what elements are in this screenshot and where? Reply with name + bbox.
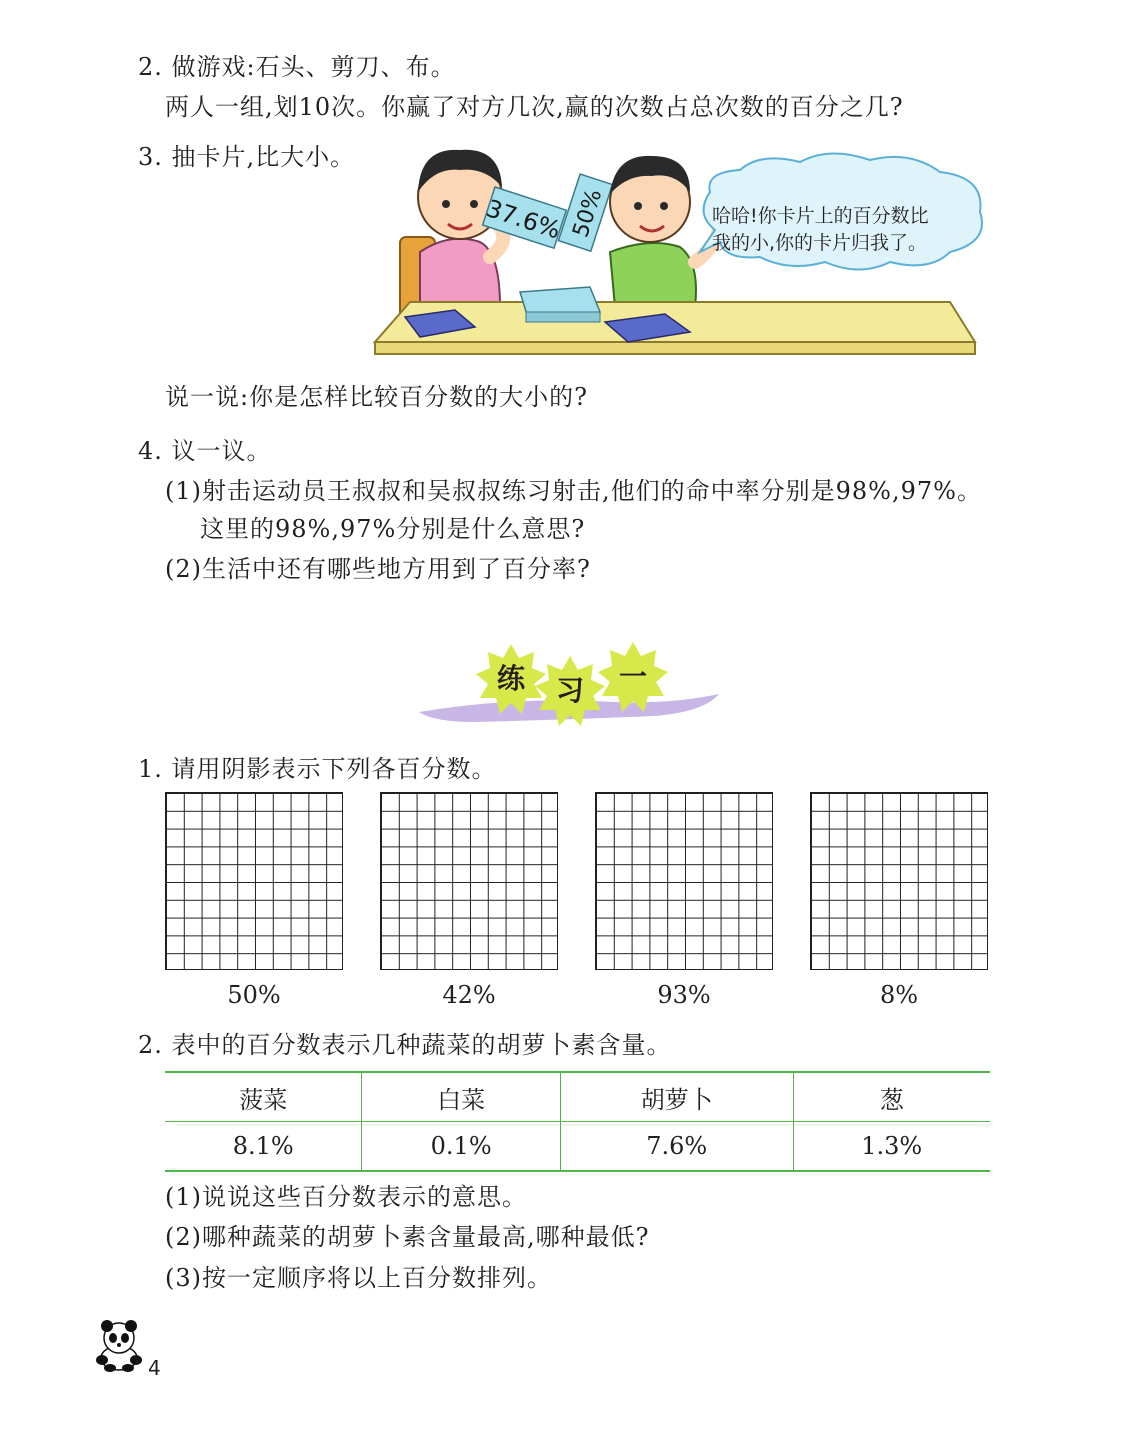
question-3-followup: 说一说:你是怎样比较百分数的大小的? xyxy=(165,383,588,411)
exercise-1-title: 1. 请用阴影表示下列各百分数。 xyxy=(138,755,497,783)
banner-star-3 xyxy=(596,640,670,714)
exercise-2-title: 2. 表中的百分数表示几种蔬菜的胡萝卜素含量。 xyxy=(138,1031,672,1059)
exercise-2-part-3: (3)按一定顺序将以上百分数排列。 xyxy=(165,1264,552,1292)
question-4-part-2: (2)生活中还有哪些地方用到了百分率? xyxy=(165,555,591,583)
speech-bubble-line-1: 哈哈!你卡片上的百分数比 xyxy=(712,205,929,227)
table-header-cell: 葱 xyxy=(793,1072,990,1122)
question-4-part-1-line-1: (1)射击运动员王叔叔和吴叔叔练习射击,他们的命中率分别是98%,97%。 xyxy=(165,477,982,505)
hundred-grid-1[interactable] xyxy=(165,792,343,970)
banner-char-2: 习 xyxy=(555,674,584,707)
table-header-cell: 白菜 xyxy=(362,1072,560,1122)
card-right-text: 50% xyxy=(568,186,608,241)
exercise-2-part-1: (1)说说这些百分数表示的意思。 xyxy=(165,1183,527,1211)
hundred-grid-2[interactable] xyxy=(380,792,558,970)
table-row xyxy=(165,1122,990,1172)
panda-icon xyxy=(92,1318,146,1372)
grid-label-2: 42% xyxy=(442,981,496,1009)
table-header-cell: 菠菜 xyxy=(165,1072,362,1122)
question-2-title: 2. 做游戏:石头、剪刀、布。 xyxy=(138,53,456,81)
carotene-table xyxy=(165,1071,990,1172)
hundred-grid-3[interactable] xyxy=(595,792,773,970)
grid-label-3: 93% xyxy=(657,981,711,1009)
exercise-2-part-2: (2)哪种蔬菜的胡萝卜素含量最高,哪种最低? xyxy=(165,1223,650,1251)
banner-char-3: 一 xyxy=(618,660,647,693)
grid-label-1: 50% xyxy=(227,981,281,1009)
table-header-cell: 胡萝卜 xyxy=(560,1072,793,1122)
page-number: 4 xyxy=(148,1356,161,1380)
table-cell: 0.1% xyxy=(362,1122,560,1172)
speech-bubble-line-2: 我的小,你的卡片归我了。 xyxy=(712,232,928,254)
grid-label-4: 8% xyxy=(879,981,919,1009)
question-2-text: 两人一组,划10次。你赢了对方几次,赢的次数占总次数的百分之几? xyxy=(165,93,904,121)
speech-bubble-text xyxy=(712,203,929,257)
table-cell: 1.3% xyxy=(793,1122,990,1172)
question-4-title: 4. 议一议。 xyxy=(138,437,272,465)
question-3-title: 3. 抽卡片,比大小。 xyxy=(138,143,356,171)
card-left-text: 37.6% xyxy=(482,194,564,245)
table-cell: 7.6% xyxy=(560,1122,793,1172)
question-4-part-1-line-2: 这里的98%,97%分别是什么意思? xyxy=(200,515,586,543)
table-header-row xyxy=(165,1072,990,1122)
banner-char-1: 练 xyxy=(496,662,525,695)
hundred-grid-4[interactable] xyxy=(810,792,988,970)
table-cell: 8.1% xyxy=(165,1122,362,1172)
